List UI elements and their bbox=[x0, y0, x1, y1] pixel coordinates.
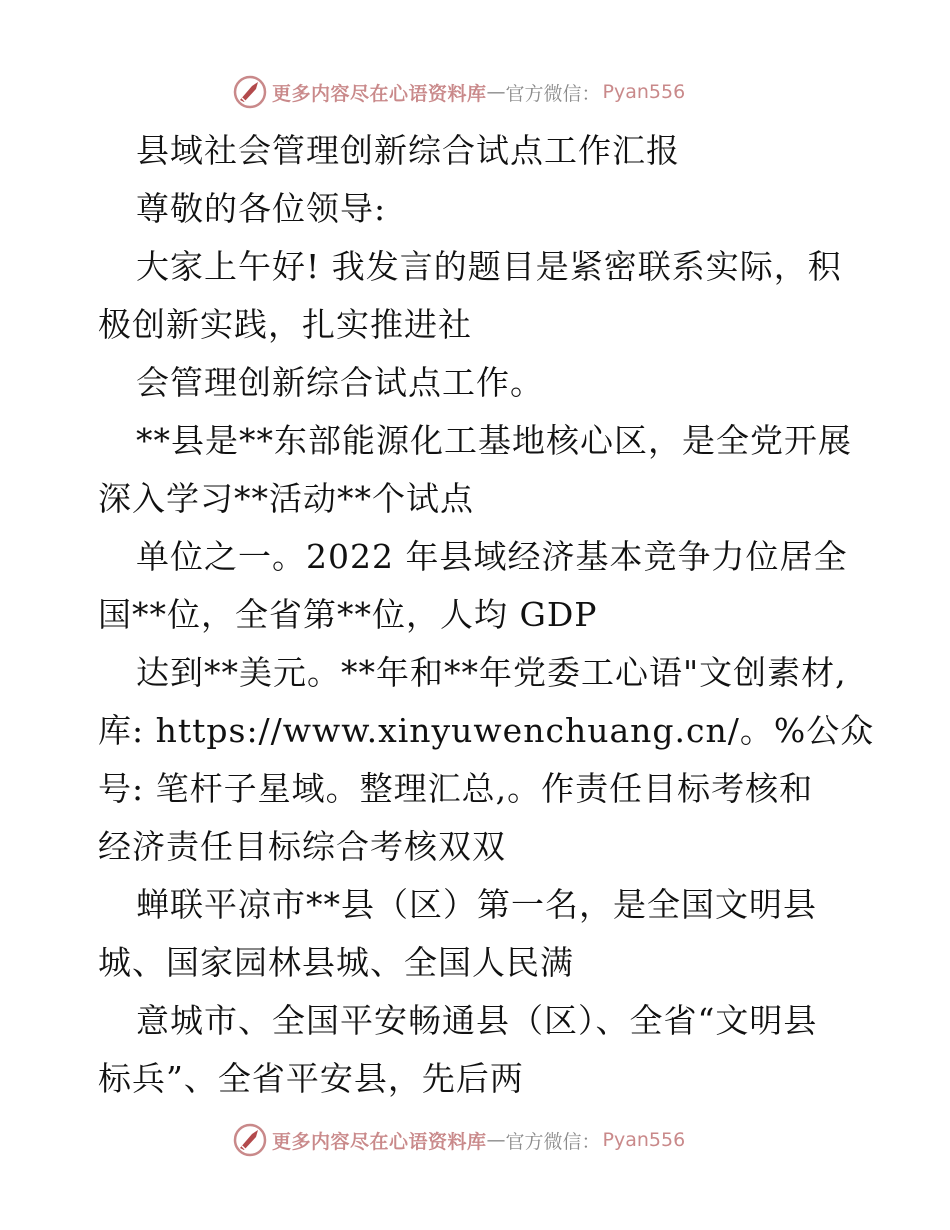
pen-nib-logo-icon bbox=[232, 1122, 268, 1158]
paragraph-line: 深入学习**活动**个试点 bbox=[98, 479, 474, 518]
watermark-text: 更多内容尽在心语资料库 bbox=[272, 1130, 487, 1153]
paragraph-line: 达到**美元。**年和**年党委工心语"文创素材, bbox=[136, 653, 847, 692]
header-watermark bbox=[232, 72, 712, 112]
salutation: 尊敬的各位领导: bbox=[136, 189, 387, 228]
watermark-official-label: 官方微信： bbox=[505, 82, 601, 105]
paragraph-line: **县是**东部能源化工基地核心区，是全党开展 bbox=[136, 421, 852, 460]
paragraph-line: 极创新实践，扎实推进社 bbox=[98, 305, 472, 344]
paragraph-line: 城、国家园林县城、全国人民满 bbox=[98, 943, 574, 982]
watermark-official-label: 官方微信： bbox=[505, 1130, 601, 1153]
watermark-separator: — bbox=[486, 81, 506, 103]
paragraph-line: 意城市、全国平安畅通县（区）、全省“文明县 bbox=[136, 1001, 818, 1040]
paragraph-line: 经济责任目标综合考核双双 bbox=[98, 827, 506, 866]
watermark-wechat-id: Pyan556 bbox=[602, 81, 686, 103]
paragraph-line: 单位之一。2022 年县域经济基本竞争力位居全 bbox=[136, 537, 848, 576]
watermark-text: 更多内容尽在心语资料库 bbox=[272, 82, 487, 105]
document-body bbox=[98, 122, 875, 1108]
watermark-separator: — bbox=[486, 1129, 506, 1151]
footer-watermark bbox=[232, 1120, 712, 1160]
paragraph-line: 蝉联平凉市**县（区）第一名，是全国文明县 bbox=[136, 885, 817, 924]
watermark-wechat-id: Pyan556 bbox=[602, 1129, 686, 1151]
paragraph-line: 会管理创新综合试点工作。 bbox=[136, 363, 544, 402]
paragraph-line: 号: 笔杆子星域。整理汇总,。作责任目标考核和 bbox=[98, 769, 814, 808]
paragraph-line: 库: https://www.xinyuwenchuang.cn/。%公众 bbox=[98, 711, 875, 750]
paragraph-line: 大家上午好! 我发言的题目是紧密联系实际，积 bbox=[136, 247, 842, 286]
pen-nib-logo-icon bbox=[232, 74, 268, 110]
document-title: 县域社会管理创新综合试点工作汇报 bbox=[136, 131, 680, 170]
paragraph-line: 标兵”、全省平安县，先后两 bbox=[98, 1059, 524, 1098]
paragraph-line: 国**位，全省第**位，人均 GDP bbox=[98, 595, 598, 634]
